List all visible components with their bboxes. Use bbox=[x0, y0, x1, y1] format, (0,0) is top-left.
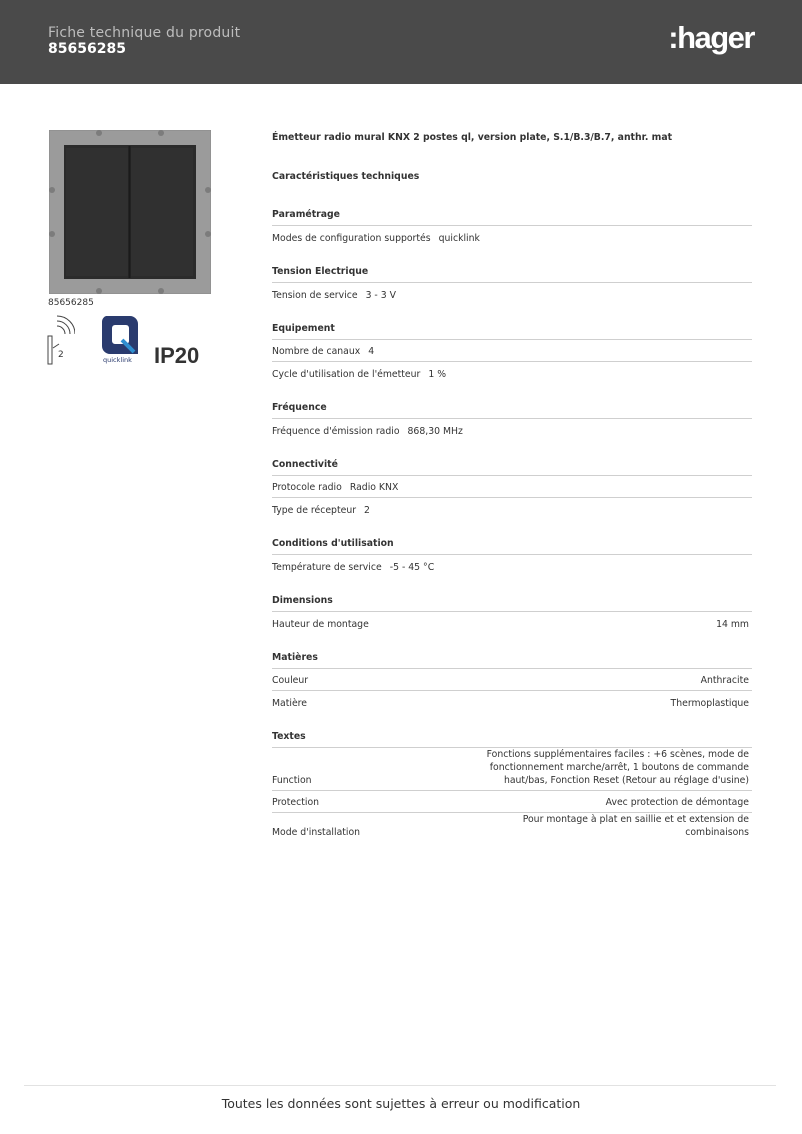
ip-rating: IP20 bbox=[154, 343, 200, 368]
technical-heading: Caractéristiques techniques bbox=[272, 171, 420, 182]
spec-section bbox=[272, 402, 752, 441]
spec-row bbox=[272, 340, 752, 362]
spec-row bbox=[272, 476, 752, 498]
spec-value: Pour montage à plat en saillie et et extension de combinaisons bbox=[522, 814, 749, 838]
quicklink-logo-icon bbox=[100, 316, 142, 356]
spec-label: Function bbox=[272, 775, 312, 786]
spec-value: quicklink bbox=[438, 233, 480, 244]
spec-row bbox=[272, 813, 752, 842]
product-image bbox=[49, 130, 211, 294]
spec-row bbox=[272, 283, 752, 305]
spec-label: Hauteur de montage bbox=[272, 619, 369, 630]
spec-section bbox=[272, 266, 752, 305]
spec-sections bbox=[272, 209, 752, 842]
section-title: Paramétrage bbox=[272, 209, 752, 226]
spec-value: 1 % bbox=[428, 369, 447, 380]
spec-label: Couleur bbox=[272, 675, 309, 686]
spec-section bbox=[272, 459, 752, 520]
spec-section bbox=[272, 652, 752, 713]
section-title: Textes bbox=[272, 731, 752, 748]
section-title: Dimensions bbox=[272, 595, 752, 612]
header-bar bbox=[0, 0, 802, 84]
section-title: Tension Electrique bbox=[272, 266, 752, 283]
spec-section bbox=[272, 209, 752, 248]
section-title: Equipement bbox=[272, 323, 752, 340]
spec-value: Fonctions supplémentaires faciles : +6 scènes, mode de fonctionnement marche/arrêt, 1 boutons de commande haut/bas, Fonction Reset (Retour au réglage d'usine) bbox=[486, 749, 749, 786]
spec-label: Matière bbox=[272, 698, 308, 709]
spec-row bbox=[272, 498, 752, 520]
spec-row bbox=[272, 226, 752, 248]
spec-value: 4 bbox=[368, 346, 375, 357]
section-title: Connectivité bbox=[272, 459, 752, 476]
spec-label: Type de récepteur bbox=[272, 505, 357, 516]
spec-row bbox=[272, 669, 752, 691]
spec-label: Modes de configuration supportés bbox=[272, 233, 431, 244]
spec-content bbox=[272, 131, 752, 842]
spec-section bbox=[272, 595, 752, 634]
product-number: 85656285 bbox=[48, 41, 126, 57]
spec-row bbox=[272, 748, 752, 791]
spec-row bbox=[272, 612, 752, 634]
footer-divider bbox=[24, 1085, 776, 1086]
spec-label: Mode d'installation bbox=[272, 827, 361, 838]
hager-logo: :hager bbox=[668, 20, 754, 55]
spec-value: 868,30 MHz bbox=[407, 426, 463, 437]
section-title: Fréquence bbox=[272, 402, 752, 419]
spec-value: 3 - 3 V bbox=[365, 290, 396, 301]
spec-label: Nombre de canaux bbox=[272, 346, 361, 357]
datasheet-subtitle: Fiche technique du produit bbox=[48, 25, 241, 41]
radio-icon-label: 2 bbox=[58, 350, 64, 360]
spec-label: Protocole radio bbox=[272, 482, 342, 493]
spec-label: Fréquence d'émission radio bbox=[272, 426, 400, 437]
spec-label: Protection bbox=[272, 797, 320, 808]
spec-row bbox=[272, 691, 752, 713]
quicklink-label: quicklink bbox=[103, 356, 132, 364]
spec-value: Radio KNX bbox=[349, 482, 399, 493]
spec-row bbox=[272, 362, 752, 384]
spec-label: Tension de service bbox=[272, 290, 358, 301]
spec-value: 14 mm bbox=[716, 619, 749, 630]
section-title: Conditions d'utilisation bbox=[272, 538, 752, 555]
spec-value: Thermoplastique bbox=[670, 698, 749, 709]
spec-section bbox=[272, 323, 752, 384]
spec-section bbox=[272, 731, 752, 842]
spec-row bbox=[272, 419, 752, 441]
product-reference: 85656285 bbox=[48, 298, 94, 308]
radio-transmitter-icon bbox=[45, 314, 75, 372]
spec-row bbox=[272, 791, 752, 813]
spec-value: Avec protection de démontage bbox=[605, 797, 749, 808]
spec-label: Cycle d'utilisation de l'émetteur bbox=[272, 369, 421, 380]
spec-section bbox=[272, 538, 752, 577]
spec-value: -5 - 45 °C bbox=[389, 562, 435, 573]
spec-label: Température de service bbox=[272, 562, 382, 573]
spec-row bbox=[272, 555, 752, 577]
section-title: Matières bbox=[272, 652, 752, 669]
spec-value: 2 bbox=[364, 505, 370, 516]
spec-value: Anthracite bbox=[700, 675, 749, 686]
footer-disclaimer: Toutes les données sont sujettes à erreur ou modification bbox=[221, 1096, 581, 1111]
product-title: Émetteur radio mural KNX 2 postes ql, version plate, S.1/B.3/B.7, anthr. mat bbox=[272, 132, 673, 143]
